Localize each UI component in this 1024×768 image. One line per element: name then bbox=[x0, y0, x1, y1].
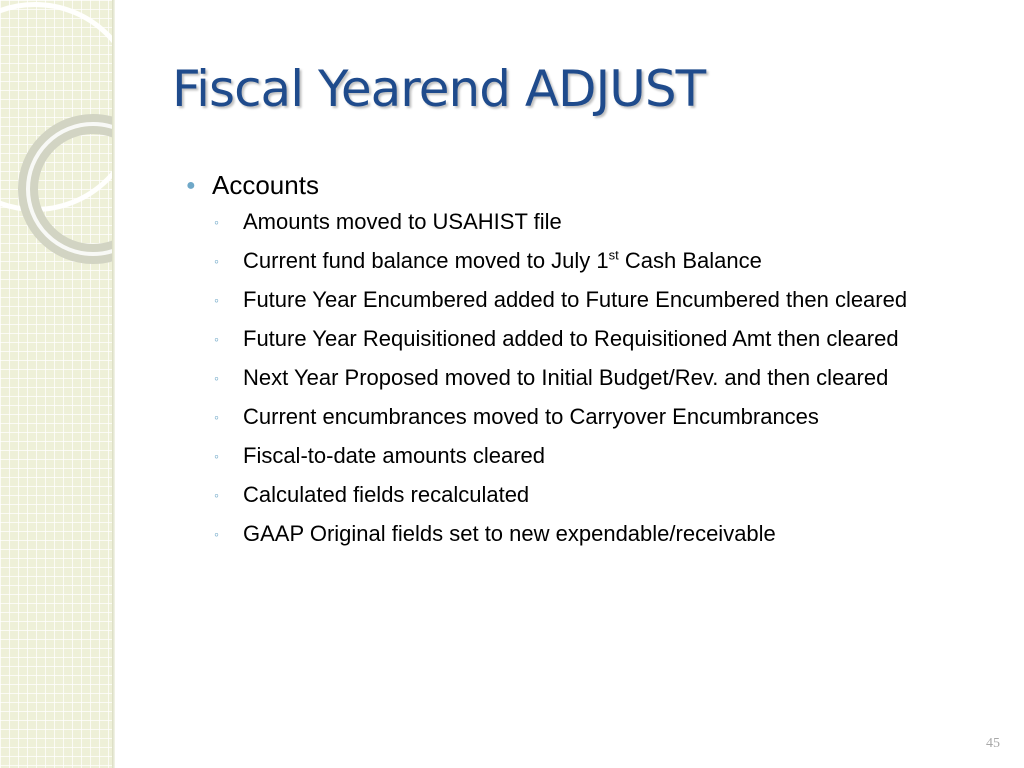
slide-title: Fiscal Yearend ADJUST bbox=[172, 60, 706, 118]
bullet-label: Accounts bbox=[212, 170, 319, 200]
hollow-bullet-icon: ◦ bbox=[214, 526, 219, 542]
sub-bullet-item bbox=[186, 285, 966, 315]
sub-bullet-text: Calculated fields recalculated bbox=[243, 482, 530, 507]
sub-bullet-list bbox=[186, 207, 966, 549]
sub-bullet-item bbox=[186, 207, 966, 237]
slide-content bbox=[186, 168, 966, 558]
sub-bullet-item bbox=[186, 246, 966, 276]
sub-bullet-text-part: Cash Balance bbox=[618, 248, 762, 273]
sub-bullet-item bbox=[186, 480, 966, 510]
sub-bullet-item bbox=[186, 324, 966, 354]
hollow-bullet-icon: ◦ bbox=[214, 370, 219, 386]
side-panel-edge bbox=[112, 0, 115, 768]
hollow-bullet-icon: ◦ bbox=[214, 448, 219, 464]
hollow-bullet-icon: ◦ bbox=[214, 409, 219, 425]
bullet-accounts bbox=[186, 168, 966, 202]
hollow-bullet-icon: ◦ bbox=[214, 487, 219, 503]
sub-bullet-text bbox=[243, 246, 966, 276]
hollow-bullet-icon: ◦ bbox=[214, 253, 219, 269]
sub-bullet-text: Next Year Proposed moved to Initial Budget/Rev. and then cleared bbox=[243, 365, 889, 390]
bullet-dot-icon: ● bbox=[186, 177, 196, 194]
decorative-side-panel bbox=[0, 0, 112, 768]
sub-bullet-text: Future Year Encumbered added to Future Encumbered then cleared bbox=[243, 287, 908, 312]
sub-bullet-item bbox=[186, 519, 966, 549]
sub-bullet-text: Future Year Requisitioned added to Requisitioned Amt then cleared bbox=[243, 326, 899, 351]
sub-bullet-item bbox=[186, 441, 966, 471]
sub-bullet-text-part: Current fund balance moved to July 1 bbox=[243, 248, 609, 273]
sub-bullet-text: Fiscal-to-date amounts cleared bbox=[243, 443, 546, 468]
sub-bullet-text: GAAP Original fields set to new expendable/receivable bbox=[243, 521, 776, 546]
hollow-bullet-icon: ◦ bbox=[214, 214, 219, 230]
hollow-bullet-icon: ◦ bbox=[214, 331, 219, 347]
hollow-bullet-icon: ◦ bbox=[214, 292, 219, 308]
sub-bullet-item bbox=[186, 363, 966, 393]
sub-bullet-text: Current encumbrances moved to Carryover Encumbrances bbox=[243, 404, 819, 429]
sub-bullet-text: Amounts moved to USAHIST file bbox=[243, 209, 562, 234]
sub-bullet-item bbox=[186, 402, 966, 432]
page-number: 45 bbox=[986, 736, 1000, 751]
ordinal-suffix: st bbox=[608, 247, 619, 263]
